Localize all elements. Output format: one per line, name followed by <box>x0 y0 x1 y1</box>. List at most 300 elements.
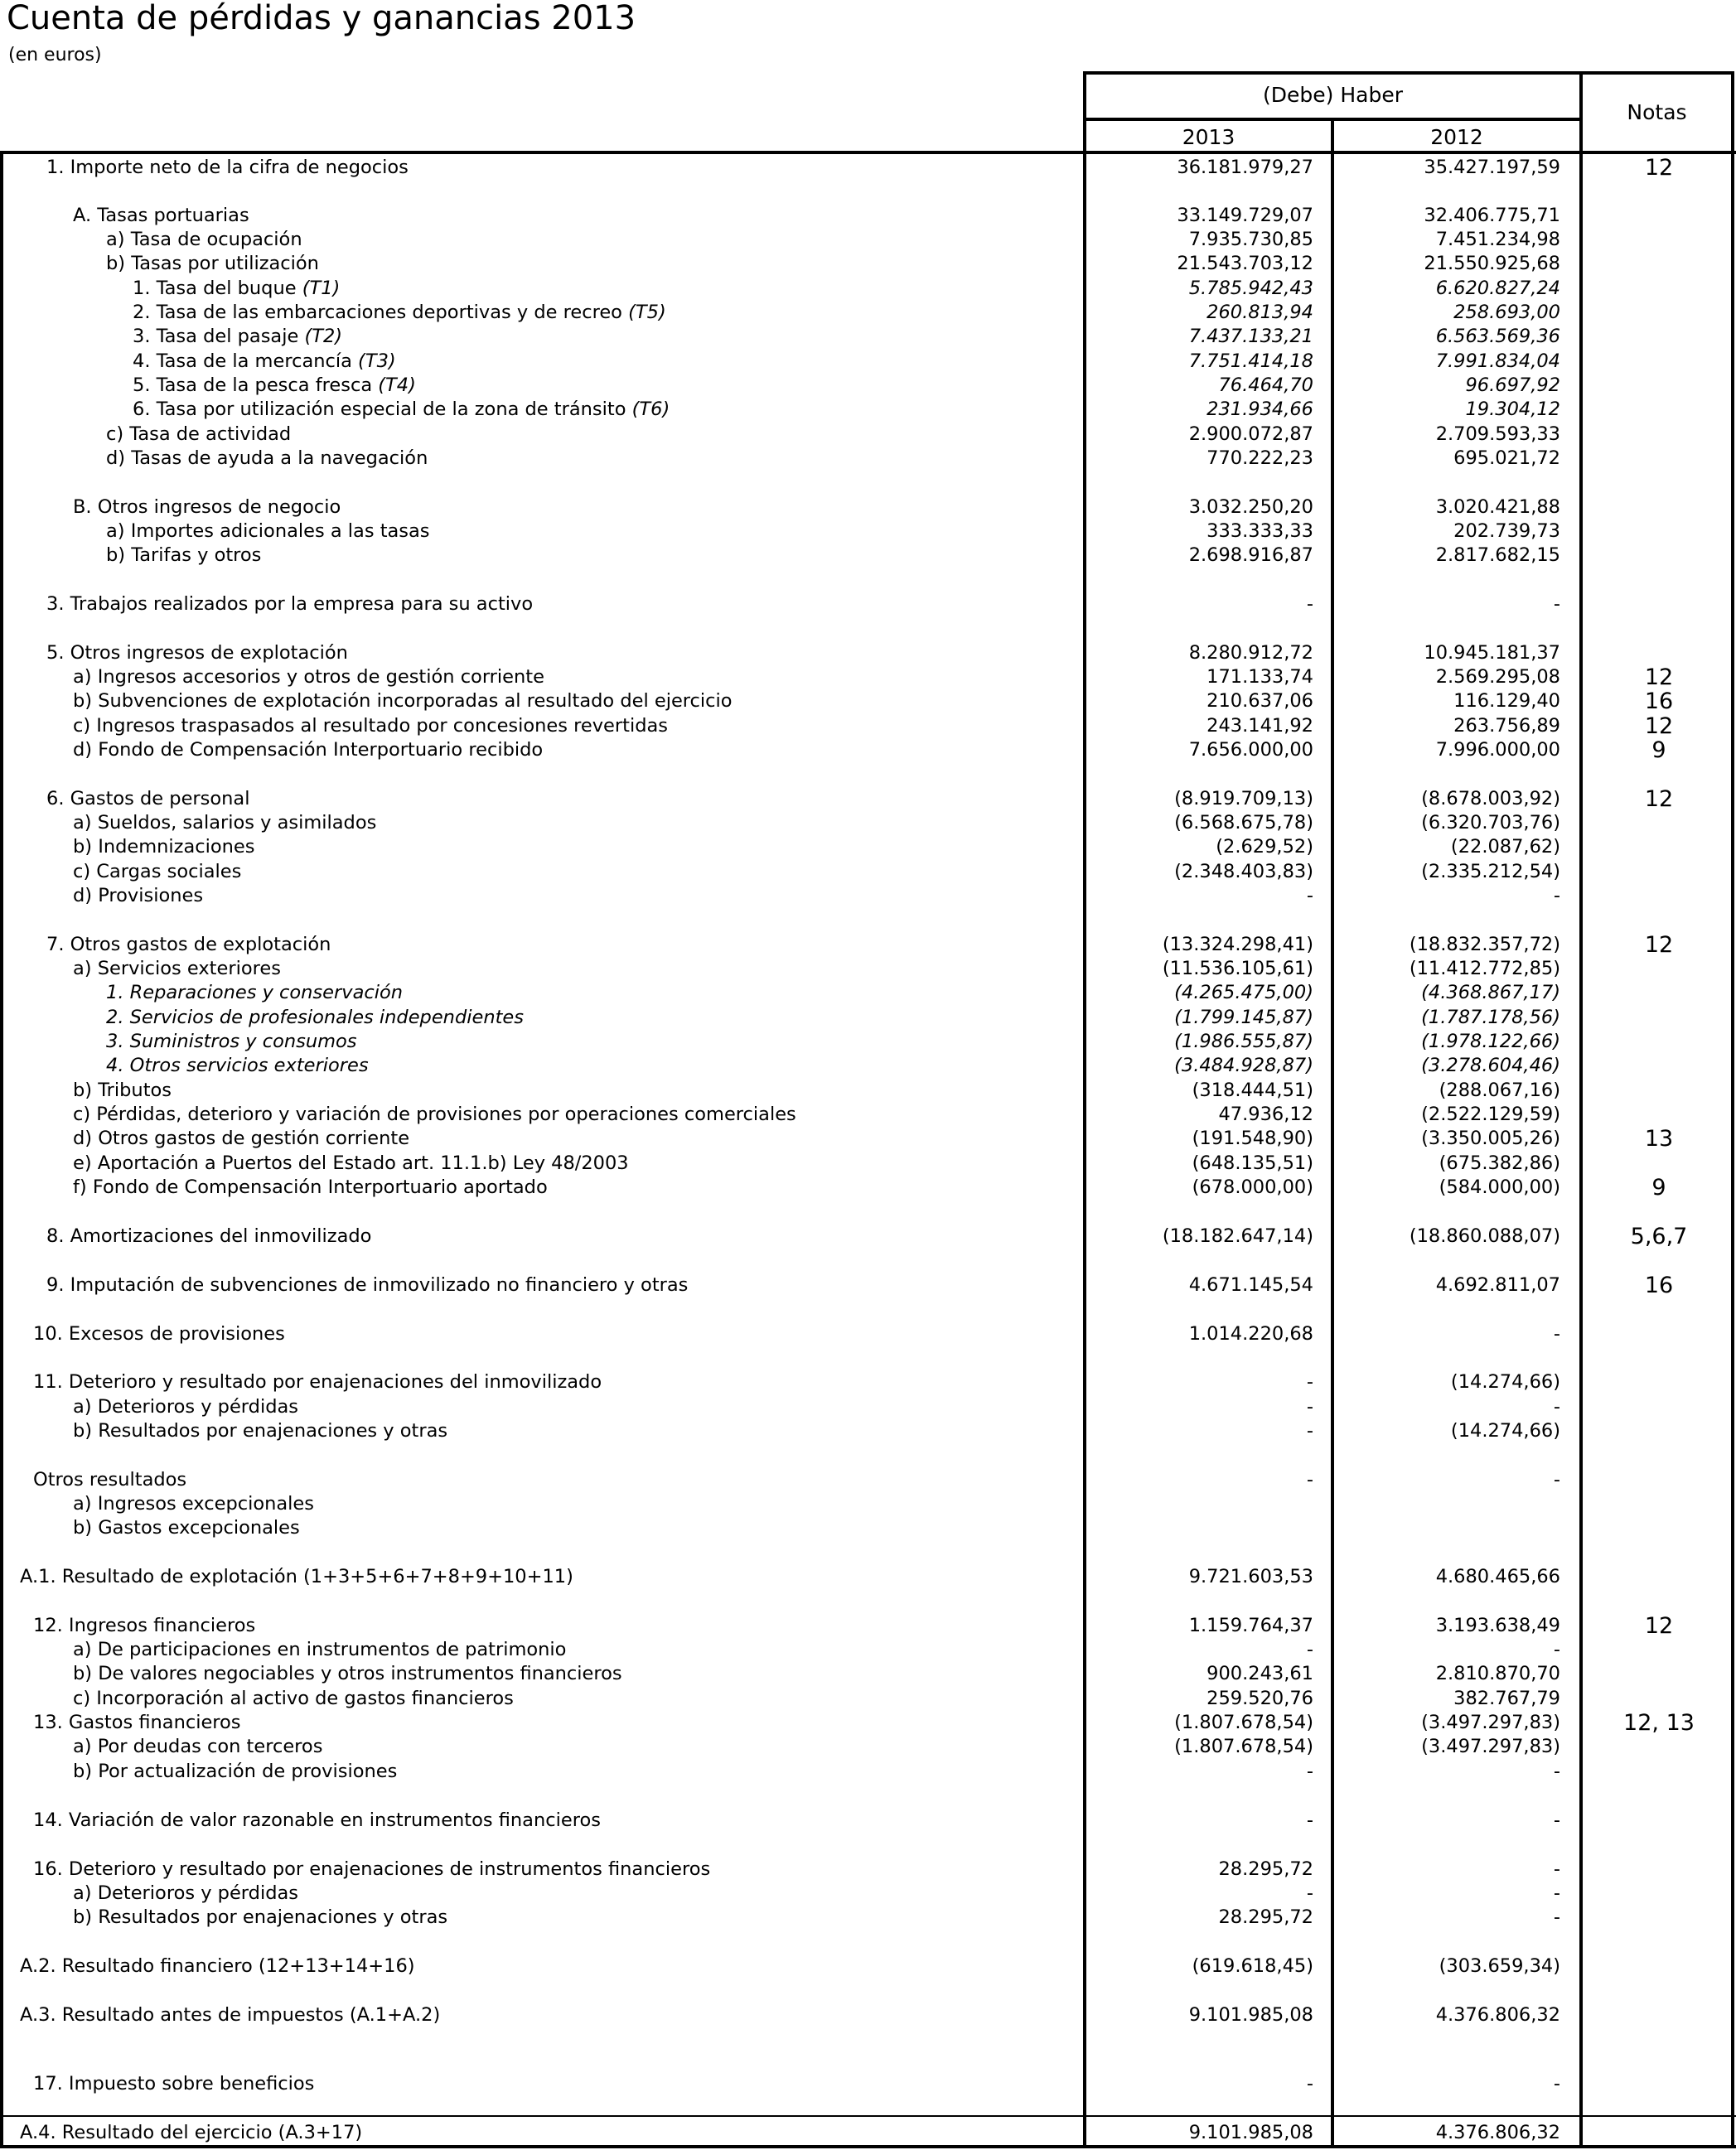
table-row <box>0 665 1736 689</box>
row-label <box>73 1516 300 1540</box>
row-label <box>106 252 319 276</box>
value-2012: 7.991.834,04 <box>1435 350 1560 372</box>
value-2013: (18.182.647,14) <box>1162 1225 1313 1247</box>
note-ref: 12 <box>1644 786 1674 812</box>
value-2012: (14.274,66) <box>1450 1371 1560 1393</box>
value-2013: (1.986.555,87) <box>1174 1031 1313 1052</box>
row-label-text: 4. Otros servicios exteriores <box>106 1055 369 1076</box>
value-2012: 202.739,73 <box>1453 520 1560 542</box>
value-2012: 4.376.806,32 <box>1435 2004 1560 2026</box>
row-label <box>46 592 533 616</box>
value-2012: 2.810.870,70 <box>1435 1663 1560 1684</box>
value-2012: 21.550.925,68 <box>1424 253 1560 274</box>
note-ref: 16 <box>1644 688 1674 714</box>
table-row <box>0 860 1736 884</box>
row-label-text: a) Sueldos, salarios y asimilados <box>73 812 377 833</box>
table-row <box>0 1006 1736 1030</box>
row-label <box>33 1711 241 1735</box>
row-label <box>73 665 544 689</box>
row-label <box>73 738 543 762</box>
row-label <box>73 1687 514 1711</box>
row-label <box>106 519 430 544</box>
table-row <box>0 1176 1736 1200</box>
table-row <box>0 933 1736 957</box>
row-label-text: A.2. Resultado financiero (12+13+14+16) <box>20 1955 415 1977</box>
row-label-text: 5. Otros ingresos de explotación <box>46 642 348 664</box>
value-2013: 36.181.979,27 <box>1177 157 1313 178</box>
value-2012: 32.406.775,71 <box>1424 205 1560 226</box>
value-2012: 7.996.000,00 <box>1435 739 1560 761</box>
value-2013: 231.934,66 <box>1206 399 1313 420</box>
value-2012: - <box>1553 1882 1560 1904</box>
value-2013: 7.935.730,85 <box>1188 229 1313 250</box>
note-ref: 16 <box>1644 1273 1674 1298</box>
value-2012: 4.680.465,66 <box>1435 1566 1560 1587</box>
value-2013: (13.324.298,41) <box>1162 934 1313 955</box>
table-row <box>0 2121 1736 2145</box>
row-label-text: 3. Suministros y consumos <box>106 1031 357 1052</box>
value-2013: 7.751.414,18 <box>1188 350 1313 372</box>
table-row <box>0 641 1736 665</box>
value-2012: 35.427.197,59 <box>1424 157 1560 178</box>
row-label <box>73 1176 548 1200</box>
row-label-text: b) Por actualización de provisiones <box>73 1761 398 1782</box>
value-2013: - <box>1306 1420 1313 1442</box>
value-2012: (22.087,62) <box>1450 836 1560 858</box>
table-row <box>0 301 1736 325</box>
row-label <box>73 1662 622 1686</box>
header-notas: Notas <box>1627 100 1687 124</box>
value-2012: (18.832.357,72) <box>1409 934 1560 955</box>
row-label-text: a) De participaciones en instrumentos de patrimonio <box>73 1639 567 1660</box>
note-ref: 5,6,7 <box>1630 1224 1688 1249</box>
value-2013: - <box>1306 1809 1313 1831</box>
table-row <box>0 2003 1736 2027</box>
header-2013: 2013 <box>1182 125 1236 149</box>
page-subtitle: (en euros) <box>8 45 102 65</box>
row-label-text: 1. Tasa del buque <box>133 278 297 299</box>
row-label <box>106 1006 524 1030</box>
table-row <box>0 689 1736 713</box>
value-2013: 1.014.220,68 <box>1188 1323 1313 1345</box>
value-2012: 6.563.569,36 <box>1435 326 1560 347</box>
value-2013: - <box>1306 1761 1313 1782</box>
value-2012: 263.756,89 <box>1453 715 1560 737</box>
note-ref: 12 <box>1644 932 1674 958</box>
table-row <box>0 957 1736 981</box>
row-label <box>73 1735 322 1759</box>
table-row <box>0 1638 1736 1662</box>
row-label-text: 1. Reparaciones y conservación <box>106 982 404 1003</box>
row-label-text: 6. Tasa por utilización especial de la zona de tránsito <box>133 399 626 420</box>
row-label <box>73 1079 172 1103</box>
row-label-text: c) Tasa de actividad <box>106 423 292 445</box>
table-row <box>0 398 1736 422</box>
value-2012: (11.412.772,85) <box>1409 958 1560 979</box>
row-label <box>73 495 341 519</box>
value-2012: (675.382,86) <box>1439 1152 1560 1174</box>
table-row <box>0 447 1736 471</box>
page-title: Cuenta de pérdidas y ganancias 2013 <box>7 0 636 37</box>
table-row <box>0 1103 1736 1127</box>
row-label-text: a) Tasa de ocupación <box>106 229 302 250</box>
row-label-text: b) Tributos <box>73 1080 172 1101</box>
row-label <box>73 1492 314 1516</box>
note-ref: 12 <box>1644 155 1674 181</box>
note-ref: 9 <box>1651 1175 1666 1201</box>
row-label-text: Otros resultados <box>33 1469 187 1491</box>
value-2012: (3.350.005,26) <box>1421 1128 1560 1149</box>
table-row <box>0 1662 1736 1686</box>
table-row <box>0 835 1736 859</box>
value-2013: (8.919.709,13) <box>1174 788 1313 809</box>
table-row <box>0 519 1736 544</box>
value-2013: - <box>1306 1371 1313 1393</box>
value-2013: - <box>1306 885 1313 906</box>
value-2012: (584.000,00) <box>1439 1176 1560 1198</box>
table-row <box>0 714 1736 738</box>
table-row <box>0 252 1736 276</box>
value-2013: 2.698.916,87 <box>1188 544 1313 566</box>
table-row <box>0 1054 1736 1078</box>
value-2013: 9.101.985,08 <box>1188 2122 1313 2143</box>
row-label <box>33 1614 255 1638</box>
row-label-text: a) Ingresos excepcionales <box>73 1493 314 1515</box>
row-label-text: 6. Gastos de personal <box>46 788 250 809</box>
value-2013: (2.348.403,83) <box>1174 861 1313 882</box>
table-row <box>0 1809 1736 1833</box>
value-2013: 9.101.985,08 <box>1188 2004 1313 2026</box>
value-2012: 19.304,12 <box>1465 399 1560 420</box>
row-label-code: (T1) <box>296 278 341 299</box>
row-label-text: B. Otros ingresos de negocio <box>73 496 341 518</box>
row-label-text: A.4. Resultado del ejercicio (A.3+17) <box>20 2122 363 2143</box>
value-2012: - <box>1553 1469 1560 1491</box>
row-label <box>73 835 254 859</box>
table-row <box>0 1395 1736 1419</box>
header-debe-haber: (Debe) Haber <box>1263 83 1403 107</box>
table-row <box>0 495 1736 519</box>
value-2013: 900.243,61 <box>1206 1663 1313 1684</box>
value-2012: (3.497.297,83) <box>1421 1712 1560 1733</box>
value-2013: (4.265.475,00) <box>1174 982 1313 1003</box>
row-label <box>106 981 403 1005</box>
value-2012: (2.522.129,59) <box>1421 1104 1560 1125</box>
value-2013: (678.000,00) <box>1192 1176 1313 1198</box>
table-row <box>0 1492 1736 1516</box>
table-row <box>0 374 1736 398</box>
table-row <box>0 204 1736 228</box>
value-2013: 4.671.145,54 <box>1188 1274 1313 1296</box>
table-row <box>0 1273 1736 1297</box>
value-2013: 3.032.250,20 <box>1188 496 1313 518</box>
row-label-text: b) Indemnizaciones <box>73 836 255 858</box>
row-label-text: a) Por deudas con terceros <box>73 1736 323 1757</box>
table-row <box>0 1760 1736 1784</box>
table-row <box>0 156 1736 180</box>
row-label <box>133 350 396 374</box>
value-2013: 76.464,70 <box>1218 374 1313 396</box>
row-label-text: 9. Imputación de subvenciones de inmovilizado no financiero y otras <box>46 1274 689 1296</box>
row-label <box>106 228 302 252</box>
value-2013: 47.936,12 <box>1218 1104 1313 1125</box>
row-label-text: A.1. Resultado de explotación (1+3+5+6+7+8+9+10+11) <box>20 1566 573 1587</box>
table-row <box>0 592 1736 616</box>
row-label <box>73 1906 447 1930</box>
row-label <box>46 156 409 180</box>
value-2012: 96.697,92 <box>1465 374 1560 396</box>
value-2013: (648.135,51) <box>1192 1152 1313 1174</box>
row-label <box>33 1858 710 1882</box>
row-label <box>73 860 241 884</box>
row-label-text: a) Importes adicionales a las tasas <box>106 520 430 542</box>
row-label-text: c) Cargas sociales <box>73 861 242 882</box>
value-2012: 3.020.421,88 <box>1435 496 1560 518</box>
value-2012: 2.817.682,15 <box>1435 544 1560 566</box>
row-label <box>73 204 249 228</box>
row-label-text: a) Ingresos accesorios y otros de gestión corriente <box>73 666 544 688</box>
value-2012: (303.659,34) <box>1439 1955 1560 1977</box>
value-2012: (3.497.297,83) <box>1421 1736 1560 1757</box>
table-row <box>0 1225 1736 1249</box>
note-ref: 13 <box>1644 1126 1674 1152</box>
row-label-code: (T6) <box>626 399 670 420</box>
row-label-text: d) Tasas de ayuda a la navegación <box>106 447 428 469</box>
value-2013: (6.568.675,78) <box>1174 812 1313 833</box>
table-row <box>0 1152 1736 1176</box>
value-2013: 7.656.000,00 <box>1188 739 1313 761</box>
row-label <box>133 374 416 398</box>
row-label <box>46 1225 371 1249</box>
row-label <box>106 544 261 568</box>
value-2012: 3.193.638,49 <box>1435 1615 1560 1636</box>
value-2012: - <box>1553 1809 1560 1831</box>
value-2013: - <box>1306 1396 1313 1418</box>
value-2012: - <box>1553 1906 1560 1928</box>
row-label <box>46 933 331 957</box>
value-2012: - <box>1553 1639 1560 1660</box>
row-label-text: 11. Deterioro y resultado por enajenaciones del inmovilizado <box>33 1371 602 1393</box>
row-label <box>33 1370 602 1394</box>
row-label-text: 1. Importe neto de la cifra de negocios <box>46 157 409 178</box>
table-row <box>0 1370 1736 1394</box>
value-2013: 333.333,33 <box>1206 520 1313 542</box>
row-label-text: b) Tarifas y otros <box>106 544 262 566</box>
value-2013: 8.280.912,72 <box>1188 642 1313 664</box>
table-row <box>0 277 1736 301</box>
value-2012: - <box>1553 1323 1560 1345</box>
row-label-text: 12. Ingresos financieros <box>33 1615 256 1636</box>
value-2012: - <box>1553 1396 1560 1418</box>
value-2013: 260.813,94 <box>1206 302 1313 323</box>
value-2013: - <box>1306 1639 1313 1660</box>
value-2012: (2.335.212,54) <box>1421 861 1560 882</box>
table-row <box>0 1735 1736 1759</box>
value-2013: (191.548,90) <box>1192 1128 1313 1149</box>
row-label <box>46 641 348 665</box>
table-row <box>0 981 1736 1005</box>
row-label-text: 4. Tasa de la mercancía <box>133 350 352 372</box>
row-label-text: c) Incorporación al activo de gastos financieros <box>73 1688 514 1709</box>
row-label <box>73 689 733 713</box>
table-row <box>0 1127 1736 1151</box>
value-2013: - <box>1306 1882 1313 1904</box>
value-2013: (1.807.678,54) <box>1174 1736 1313 1757</box>
table-row <box>0 738 1736 762</box>
row-label <box>133 301 666 325</box>
value-2012: 2.709.593,33 <box>1435 423 1560 445</box>
note-ref: 12 <box>1644 1613 1674 1639</box>
row-label <box>33 1468 186 1492</box>
table-row <box>0 1516 1736 1540</box>
row-label <box>106 423 291 447</box>
row-label <box>73 811 376 835</box>
row-label <box>73 1419 447 1443</box>
row-label-text: f) Fondo de Compensación Interportuario aportado <box>73 1176 548 1198</box>
row-label-text: b) Subvenciones de explotación incorporadas al resultado del ejercicio <box>73 690 733 712</box>
value-2012: (6.320.703,76) <box>1421 812 1560 833</box>
row-label-text: b) Resultados por enajenaciones y otras <box>73 1906 448 1928</box>
value-2012: - <box>1553 1858 1560 1880</box>
row-label-text: c) Ingresos traspasados al resultado por concesiones revertidas <box>73 715 669 737</box>
value-2013: 2.900.072,87 <box>1188 423 1313 445</box>
value-2013: (3.484.928,87) <box>1174 1055 1313 1076</box>
value-2012: 4.376.806,32 <box>1435 2122 1560 2143</box>
value-2012: 116.129,40 <box>1453 690 1560 712</box>
note-ref: 9 <box>1651 737 1666 763</box>
value-2012: - <box>1553 2073 1560 2094</box>
note-ref: 12 <box>1644 664 1674 690</box>
row-label-text: d) Provisiones <box>73 885 204 906</box>
table-row <box>0 787 1736 811</box>
value-2013: 171.133,74 <box>1206 666 1313 688</box>
row-label-code: (T2) <box>298 326 343 347</box>
value-2012: - <box>1553 593 1560 615</box>
value-2012: - <box>1553 1761 1560 1782</box>
value-2013: (318.444,51) <box>1192 1080 1313 1101</box>
row-label <box>73 1103 796 1127</box>
value-2013: (1.799.145,87) <box>1174 1007 1313 1028</box>
table-row <box>0 325 1736 349</box>
value-2013: (619.618,45) <box>1192 1955 1313 1977</box>
note-ref: 12 <box>1644 713 1674 739</box>
row-label-text: 2. Tasa de las embarcaciones deportivas y de recreo <box>133 302 622 323</box>
value-2012: (14.274,66) <box>1450 1420 1560 1442</box>
table-row <box>0 544 1736 568</box>
table-row <box>0 1687 1736 1711</box>
value-2012: 258.693,00 <box>1453 302 1560 323</box>
row-label <box>73 1638 566 1662</box>
row-label <box>73 884 203 908</box>
value-2012: (288.067,16) <box>1439 1080 1560 1101</box>
value-2013: 210.637,06 <box>1206 690 1313 712</box>
value-2013: 770.222,23 <box>1206 447 1313 469</box>
row-label-text: 2. Servicios de profesionales independientes <box>106 1007 524 1028</box>
row-label <box>73 1395 298 1419</box>
table-row <box>0 2072 1736 2096</box>
value-2012: (4.368.867,17) <box>1421 982 1560 1003</box>
row-label-code: (T5) <box>621 302 666 323</box>
value-2012: 2.569.295,08 <box>1435 666 1560 688</box>
value-2013: - <box>1306 593 1313 615</box>
table-row <box>0 1565 1736 1589</box>
row-label <box>33 2072 314 2096</box>
value-2012: 4.692.811,07 <box>1435 1274 1560 1296</box>
row-label-code: (T4) <box>372 374 416 396</box>
row-label-text: d) Otros gastos de gestión corriente <box>73 1128 410 1149</box>
value-2012: (1.978.122,66) <box>1421 1031 1560 1052</box>
table-row <box>0 1711 1736 1735</box>
value-2012: - <box>1553 885 1560 906</box>
value-2012: 10.945.181,37 <box>1424 642 1560 664</box>
value-2013: 5.785.942,43 <box>1188 278 1313 299</box>
table-row <box>0 884 1736 908</box>
note-ref: 12, 13 <box>1623 1710 1695 1736</box>
row-label <box>73 714 668 738</box>
row-label-text: 3. Tasa del pasaje <box>133 326 299 347</box>
row-label <box>106 1030 357 1054</box>
row-label-text: c) Pérdidas, deterioro y variación de provisiones por operaciones comerciales <box>73 1104 796 1125</box>
row-label-text: b) Gastos excepcionales <box>73 1517 300 1539</box>
table-row <box>0 1858 1736 1882</box>
table-row <box>0 811 1736 835</box>
value-2013: 28.295,72 <box>1218 1858 1313 1880</box>
value-2012: 695.021,72 <box>1453 447 1560 469</box>
table-row <box>0 1906 1736 1930</box>
row-label-text: 13. Gastos financieros <box>33 1712 241 1733</box>
table-row <box>0 1419 1736 1443</box>
row-label <box>20 2121 362 2145</box>
row-label <box>46 787 249 811</box>
row-label-text: a) Servicios exteriores <box>73 958 281 979</box>
row-label-text: 3. Trabajos realizados por la empresa para su activo <box>46 593 534 615</box>
row-label-text: A.3. Resultado antes de impuestos (A.1+A.2) <box>20 2004 441 2026</box>
row-label-text: e) Aportación a Puertos del Estado art. 11.1.b) Ley 48/2003 <box>73 1152 629 1174</box>
value-2013: (2.629,52) <box>1216 836 1313 858</box>
row-label-text: a) Deterioros y pérdidas <box>73 1882 298 1904</box>
row-label-text: A. Tasas portuarias <box>73 205 249 226</box>
value-2013: 33.149.729,07 <box>1177 205 1313 226</box>
row-label <box>73 1127 409 1151</box>
row-label-text: b) Resultados por enajenaciones y otras <box>73 1420 448 1442</box>
table-row <box>0 1468 1736 1492</box>
header-2012: 2012 <box>1430 125 1483 149</box>
row-label-text: b) De valores negociables y otros instrumentos financieros <box>73 1663 622 1684</box>
row-label-text: 10. Excesos de provisiones <box>33 1323 285 1345</box>
table-row <box>0 1079 1736 1103</box>
value-2012: 382.767,79 <box>1453 1688 1560 1709</box>
row-label <box>73 957 281 981</box>
value-2013: 9.721.603,53 <box>1188 1566 1313 1587</box>
value-2013: 7.437.133,21 <box>1188 326 1313 347</box>
value-2013: 1.159.764,37 <box>1188 1615 1313 1636</box>
row-label <box>20 1954 415 1978</box>
row-label-text: 16. Deterioro y resultado por enajenaciones de instrumentos financieros <box>33 1858 711 1880</box>
value-2012: (1.787.178,56) <box>1421 1007 1560 1028</box>
value-2012: (3.278.604,46) <box>1421 1055 1560 1076</box>
table-row <box>0 1322 1736 1346</box>
value-2013: (11.536.105,61) <box>1162 958 1313 979</box>
value-2013: - <box>1306 2073 1313 2094</box>
table-row <box>0 228 1736 252</box>
table-row <box>0 1030 1736 1054</box>
row-label-text: 5. Tasa de la pesca fresca <box>133 374 373 396</box>
row-label <box>133 398 670 422</box>
value-2013: 259.520,76 <box>1206 1688 1313 1709</box>
row-label-text: d) Fondo de Compensación Interportuario recibido <box>73 739 544 761</box>
row-label-text: 17. Impuesto sobre beneficios <box>33 2073 315 2094</box>
table-row <box>0 350 1736 374</box>
